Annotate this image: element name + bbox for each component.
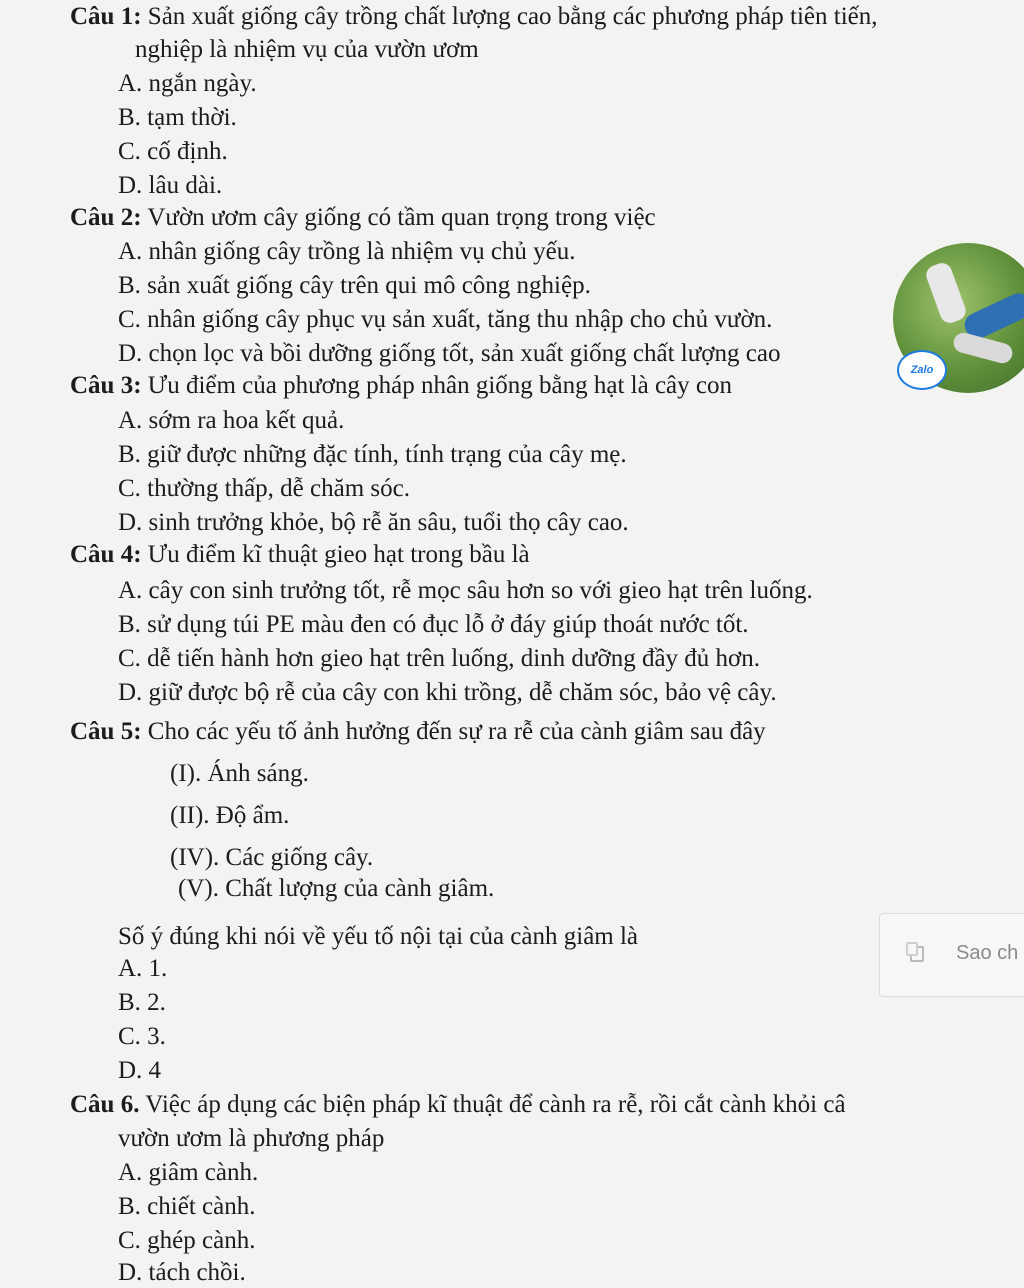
question-4-label: Câu 4: <box>70 541 142 568</box>
question-4-option-a: A. cây con sinh trưởng tốt, rễ mọc sâu hơn so với gieo hạt trên luống. <box>118 577 813 604</box>
question-3-option-d: D. sinh trưởng khỏe, bộ rễ ăn sâu, tuổi thọ cây cao. <box>118 509 629 536</box>
question-5-item-3: (IV). Các giống cây. <box>170 844 374 871</box>
question-2-option-d: D. chọn lọc và bồi dưỡng giống tốt, sản xuất giống chất lượng cao <box>118 340 781 367</box>
avatar-figure <box>924 260 969 325</box>
question-4-option-b: B. sử dụng túi PE màu đen có đục lỗ ở đáy giúp thoát nước tốt. <box>118 611 749 638</box>
question-5-option-a: A. 1. <box>118 955 168 982</box>
question-2-label: Câu 2: <box>70 204 142 231</box>
question-4-option-d: D. giữ được bộ rễ của cây con khi trồng, dễ chăm sóc, bảo vệ cây. <box>118 679 777 706</box>
question-2-text: Vườn ươm cây giống có tầm quan trọng trong việc <box>147 204 656 231</box>
question-3-option-b: B. giữ được những đặc tính, tính trạng của cây mẹ. <box>118 441 627 468</box>
question-5-label: Câu 5: <box>70 718 142 745</box>
question-1-option-b: B. tạm thời. <box>118 104 237 131</box>
question-5-item-2: (II). Độ ẩm. <box>170 802 290 829</box>
question-3-option-a: A. sớm ra hoa kết quả. <box>118 407 345 434</box>
question-1-continuation: nghiệp là nhiệm vụ của vườn ươm <box>135 36 479 63</box>
question-3-title <box>70 371 732 401</box>
question-1-option-d: D. lâu dài. <box>118 172 223 199</box>
question-5-title <box>70 717 766 747</box>
question-5-statement: Số ý đúng khi nói về yếu tố nội tại của cành giâm là <box>118 923 639 950</box>
question-3-text: Ưu điểm của phương pháp nhân giống bằng hạt là cây con <box>147 372 733 399</box>
question-5-option-b: B. 2. <box>118 989 166 1016</box>
question-1-option-a: A. ngắn ngày. <box>118 70 257 97</box>
copy-button-label: Sao ch <box>956 942 1019 964</box>
question-6-label: Câu 6. <box>70 1091 140 1118</box>
copy-button[interactable] <box>879 913 1024 997</box>
question-6-option-b: B. chiết cành. <box>118 1193 256 1220</box>
question-1-text: Sản xuất giống cây trồng chất lượng cao bằng các phương pháp tiên tiến, <box>147 3 878 30</box>
question-1-title <box>70 2 878 32</box>
question-2-title <box>70 203 656 233</box>
question-6-option-c: C. ghép cành. <box>118 1227 256 1254</box>
question-3-option-c: C. thường thấp, dễ chăm sóc. <box>118 475 410 502</box>
question-6-title <box>70 1090 1024 1120</box>
question-3-label: Câu 3: <box>70 372 142 399</box>
question-4-title <box>70 540 530 570</box>
question-2-option-c: C. nhân giống cây phục vụ sản xuất, tăng thu nhập cho chủ vườn. <box>118 306 773 333</box>
question-5-option-d: D. 4 <box>118 1057 162 1084</box>
question-1-label: Câu 1: <box>70 3 142 30</box>
question-5-text: Cho các yếu tố ảnh hưởng đến sự ra rễ của cành giâm sau đây <box>147 718 766 745</box>
question-6-text: Việc áp dụng các biện pháp kĩ thuật để cành ra rễ, rồi cắt cành khỏi câ <box>145 1091 846 1118</box>
question-2-option-b: B. sản xuất giống cây trên qui mô công nghiệp. <box>118 272 591 299</box>
question-2-option-a: A. nhân giống cây trồng là nhiệm vụ chủ yếu. <box>118 238 576 265</box>
question-1-option-c: C. cố định. <box>118 138 228 165</box>
question-6-option-d: D. tách chồi. <box>118 1259 246 1286</box>
question-4-text: Ưu điểm kĩ thuật gieo hạt trong bầu là <box>147 541 530 568</box>
question-5-option-c: C. 3. <box>118 1023 166 1050</box>
question-6-continuation: vườn ươm là phương pháp <box>118 1125 385 1152</box>
copy-icon <box>910 946 924 962</box>
question-5-item-1: (I). Ánh sáng. <box>170 760 309 787</box>
question-4-option-c: C. dễ tiến hành hơn gieo hạt trên luống, dinh dưỡng đầy đủ hơn. <box>118 645 761 672</box>
question-5-item-4: (V). Chất lượng của cành giâm. <box>178 875 495 902</box>
question-6-option-a: A. giâm cành. <box>118 1159 259 1186</box>
zalo-badge[interactable]: Zalo <box>897 350 947 390</box>
